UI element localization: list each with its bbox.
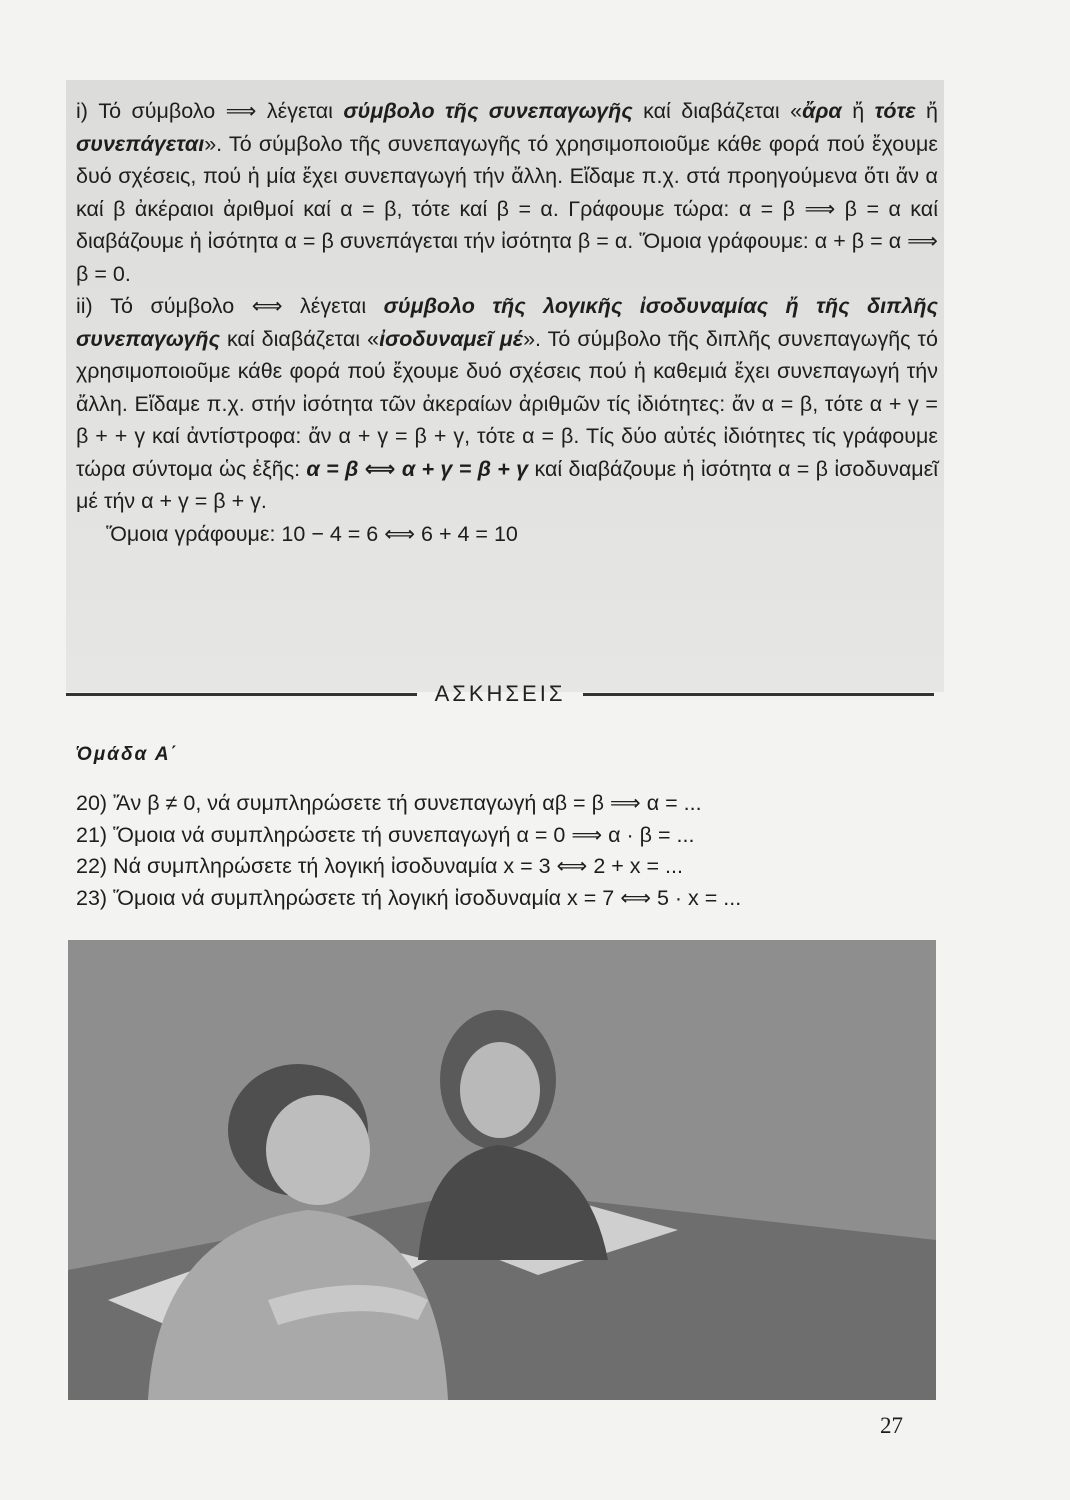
exercise-22: 22) Νά συμπληρώσετε τή λογική ἰσοδυναμία x = 3 ⟺ 2 + x = ... bbox=[76, 854, 683, 878]
theory-section bbox=[76, 95, 938, 550]
exercises-heading bbox=[66, 676, 934, 712]
children-studying-illustration bbox=[68, 940, 936, 1400]
exercise-23: 23) Ὅμοια νά συμπληρώσετε τή λογική ἰσοδυναμία x = 7 ⟺ 5 · x = ... bbox=[76, 885, 742, 910]
heading-rule-right bbox=[583, 693, 934, 696]
page-number: 27 bbox=[880, 1413, 903, 1438]
exercises-heading-title: ΑΣΚΗΣΕΙΣ bbox=[434, 681, 566, 706]
theory-paragraph-equivalence: ii) Τό σύμβολο ⟺ λέγεται σύμβολο τῆς λογικῆς ἰσοδυναμίας ἤ τῆς διπλῆς συνεπαγωγῆς καί διαβάζεται «ἰσοδυναμεῖ μέ». Τό σύμβολο τῆς διπλῆς συνεπαγωγῆς τό χρησιμοποιοῦμε κάθε φορά πού ἔχουμε δυό σχέσεις πού ἡ καθεμιά ἔχει συνεπαγωγή τήν ἄλλη. Εἴδαμε π.χ. στήν ἰσότητα τῶν ἀκεραίων ἀριθμῶν τίς ἰδιότητες: ἄν α = β, τότε α + γ = β + + γ καί ἀντίστροφα: ἄν α + γ = β + γ, τότε α = β. Τίς δύο αὐτές ἰδιότητες τίς γράφουμε τώρα σύντομα ὡς ἑξῆς: α = β ⟺ α + γ = β + γ καί διαβάζουμε ἡ ἰσότητα α = β ἰσοδυναμεῖ μέ τήν α + γ = β + γ. bbox=[76, 294, 939, 513]
group-a-title: Ὁμάδα Α΄ bbox=[76, 744, 179, 765]
exercise-20: 20) Ἄν β ≠ 0, νά συμπληρώσετε τή συνεπαγωγή αβ = β ⟹ α = ... bbox=[76, 791, 702, 815]
exercise-21: 21) Ὅμοια νά συμπληρώσετε τή συνεπαγωγή α = 0 ⟹ α · β = ... bbox=[76, 822, 695, 847]
theory-example-line: Ὅμοια γράφουμε: 10 − 4 = 6 ⟺ 6 + 4 = 10 bbox=[106, 521, 518, 546]
exercise-list bbox=[76, 788, 946, 914]
theory-paragraph-implication: i) Τό σύμβολο ⟹ λέγεται σύμβολο τῆς συνεπαγωγῆς καί διαβάζεται «ἄρα ἤ τότε ἤ συνεπάγεται». Τό σύμβολο τῆς συνεπαγωγῆς τό χρησιμοποιοῦμε κάθε φορά πού ἔχουμε δυό σχέσεις, πού ἡ μία ἔχει συνεπαγωγή τήν ἄλλη. Εἴδαμε π.χ. στά προηγούμενα ὅτι ἄν α καί β ἀκέραιοι ἀριθμοί καί α = β, τότε καί β = α. Γράφουμε τώρα: α = β ⟹ β = α καί διαβάζουμε ἡ ἰσότητα α = β συνεπάγεται τήν ἰσότητα β = α. Ὅμοια γράφουμε: α + β = α ⟹ β = 0. bbox=[76, 99, 938, 286]
heading-rule-left bbox=[66, 693, 417, 696]
